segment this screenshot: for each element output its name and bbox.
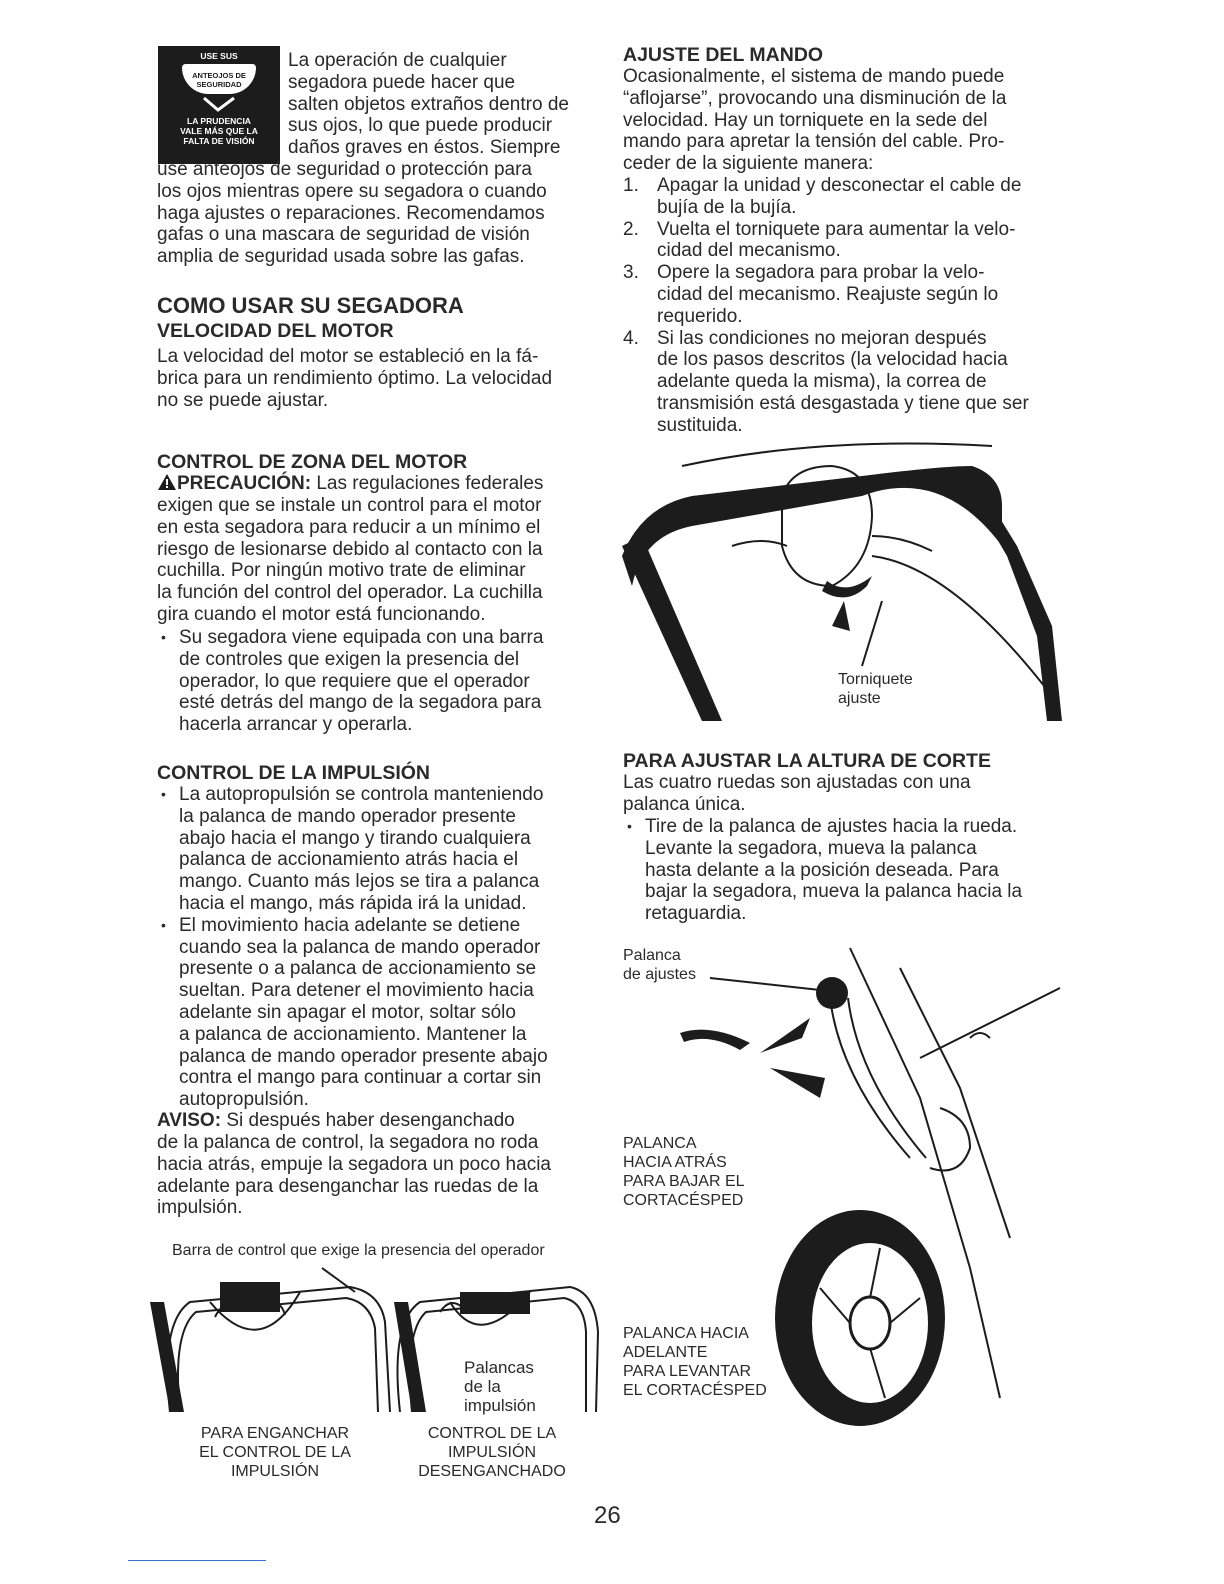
caution-line: [157, 473, 597, 495]
step-item: [623, 219, 1063, 263]
aviso-line: [157, 1110, 597, 1132]
aviso-text: de la palanca de control, la segadora no roda hacia atrás, empuje la segadora un poco hacia adelante para desenganchar las ruedas de la impulsión.: [157, 1132, 551, 1219]
step-item: [623, 328, 1063, 437]
aviso-label: AVISO:: [157, 1110, 222, 1131]
velocidad-text: La velocidad del motor se estableció en la fá- brica para un rendimiento óptimo. La velocidad no se puede ajustar.: [157, 346, 553, 411]
step-number: 4.: [623, 327, 639, 349]
page-number: 26: [594, 1502, 621, 1529]
badge-line-3: LA PRUDENCIA VALE MÁS QUE LA FALTA DE VISIÓN: [180, 116, 258, 146]
aviso-first-line: Si después haber desenganchado: [221, 1110, 515, 1131]
step-text: Si las condiciones no mejoran después de los pasos descritos (la velocidad hacia adelante queda la misma), la correa de transmisión está desgastada y tiene que ser sustituida.: [657, 327, 1029, 436]
step-item: [623, 262, 1063, 327]
caution-text: exigen que se instale un control para el motor en esta segadora para reducir a un mínimo el riesgo de lesionarse debido al contacto con la cuchilla. Por ningún motivo trate de eliminar la función del control del operador. La cuchilla gira cuando el motor está funcionando.: [157, 495, 543, 625]
section-title-como-usar: COMO USAR SU SEGADORA: [157, 293, 464, 318]
list-item: • El movimiento hacia adelante se detiene cuando sea la palanca de mando operador presente o a palanca de accionamiento se sueltan. Para detener el movimiento hacia adelante sin apagar el motor, soltar sólo a palanca de accionamiento. Mantener la palanca de mando operador presente abajo contra el mango para continuar a cortar sin autopropulsión.: [157, 915, 597, 1111]
subsection-control-impulsion: CONTROL DE LA IMPULSIÓN: [157, 762, 430, 784]
list-item: • Su segadora viene equipada con una barra de controles que exigen la presencia del operador, lo que requiere que el operador esté detrás del mango de la segadora para hacerla arrancar y operarla.: [157, 627, 597, 736]
subsection-ajuste-mando: AJUSTE DEL MANDO: [623, 44, 824, 66]
warning-icon: [157, 473, 177, 491]
ajuste-steps: [623, 175, 1063, 437]
list-item: • La autopropulsión se controla manteniendo la palanca de mando operador presente abajo hacia el mango y tirando cualquiera palanca de accionamiento atrás hacia el mango. Cuanto más lejos se tira a palanca hacia el mango, más rápida irá la unidad.: [157, 784, 597, 915]
altura-text: Las cuatro ruedas son ajustadas con una palanca única.: [623, 772, 971, 815]
step-number: 3.: [623, 262, 639, 284]
subsection-velocidad-motor: VELOCIDAD DEL MOTOR: [157, 320, 394, 342]
figure-bar-caption-right: CONTROL DE LA IMPULSIÓN DESENGANCHADO: [418, 1425, 566, 1480]
step-item: [623, 175, 1063, 219]
step-number: 1.: [623, 175, 639, 196]
caution-label: PRECAUCIÓN:: [177, 473, 312, 494]
control-zona-bullets: [157, 627, 597, 736]
caution-first-line: Las regulaciones federales: [311, 473, 544, 494]
subsection-altura-corte: PARA AJUSTAR LA ALTURA DE CORTE: [623, 750, 991, 772]
intro-text: use anteojos de seguridad o protección para los ojos mientras opere su segadora o cuando haga ajustes o reparaciones. Recomendamos gafas o una mascara de seguridad de visión amplia de seguridad usada sobre las gafas.: [157, 159, 547, 268]
step-number: 2.: [623, 218, 639, 240]
altura-bullets: [623, 816, 1063, 925]
label-palanca-adelante: PALANCA HACIA ADELANTE PARA LEVANTAR EL CORTACÉSPED: [623, 1325, 767, 1399]
figure-bar-top-caption: Barra de control que exige la presencia del operador: [172, 1242, 545, 1259]
step-text: Vuelta el torniquete para aumentar la velo- cidad del mecanismo.: [657, 218, 1016, 262]
list-item: • Tire de la palanca de ajustes hacia la rueda. Levante la segadora, mueva la palanca hasta delante a la posición deseada. Para bajar la segadora, mueva la palanca hacia la retaguardia.: [623, 816, 1063, 925]
step-text: Apagar la unidad y desconectar el cable de bujía de la bujía.: [657, 175, 1022, 218]
impulsion-bullets: [157, 784, 597, 1111]
badge-line-1: USE SUS: [200, 51, 238, 61]
label-palanca-ajustes: Palanca de ajustes: [623, 947, 696, 983]
glasses-icon: [202, 96, 236, 114]
label-torniquete: Torniquete ajuste: [838, 671, 913, 707]
badge-line-2: ANTEOJOS DE SEGURIDAD: [182, 64, 256, 94]
step-text: Opere la segadora para probar la velo- cidad del mecanismo. Reajuste según lo requerido.: [657, 262, 999, 327]
ajuste-mando-text: Ocasionalmente, el sistema de mando puede “aflojarse”, provocando una disminución de la velocidad. Hay un torniquete en la sede del mando para apretar la tensión del cable. Pro- ceder de la siguiente manera:: [623, 66, 1007, 175]
intro-wrap-text: La operación de cualquier segadora puede hacer que salten objetos extraños dentro de sus ojos, lo que puede producir daños graves en éstos. Siempre: [288, 50, 569, 159]
subsection-control-zona: CONTROL DE ZONA DEL MOTOR: [157, 451, 468, 473]
label-palancas: Palancas de la impulsión: [464, 1358, 536, 1415]
footer-rule: [128, 1560, 266, 1561]
figure-bar-caption-left: PARA ENGANCHAR EL CONTROL DE LA IMPULSIÓN: [199, 1425, 351, 1480]
label-palanca-atras: PALANCA HACIA ATRÁS PARA BAJAR EL CORTACÉSPED: [623, 1135, 745, 1209]
safety-glasses-badge: [158, 46, 280, 164]
